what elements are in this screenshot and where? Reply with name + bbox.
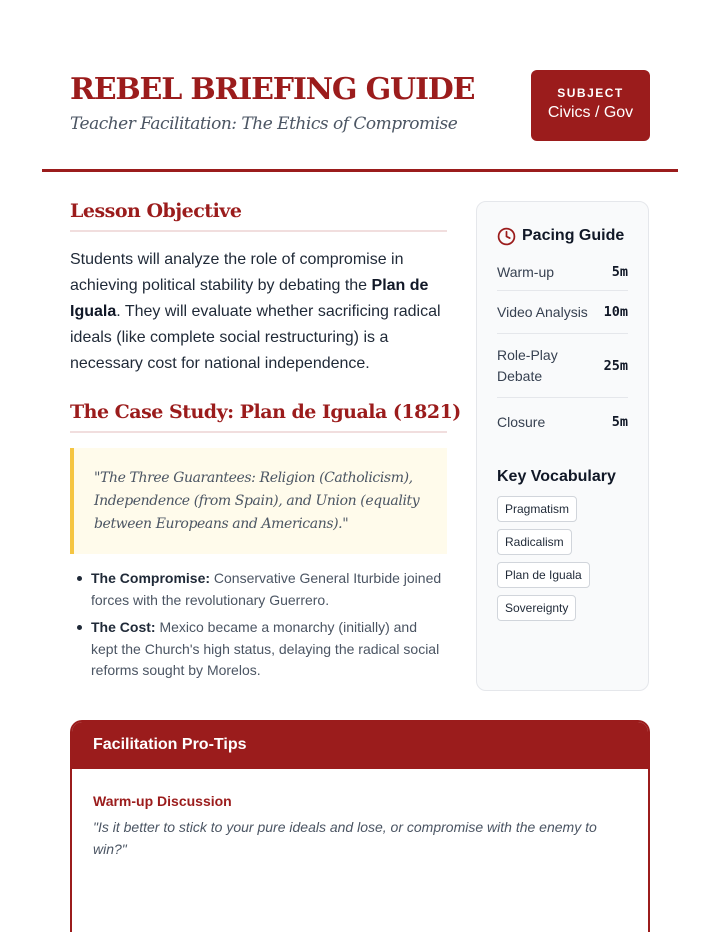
vocabulary-item <box>497 562 628 595</box>
pacing-row-label: Video Analysis <box>497 303 588 320</box>
vocabulary-tag: Plan de Iguala <box>497 562 590 588</box>
list-item <box>91 617 447 682</box>
vocabulary-tag: Radicalism <box>497 529 572 555</box>
objective-text-bold: Plan de Iguala <box>70 277 429 320</box>
pacing-row-time: 5m <box>611 264 628 280</box>
vocabulary-title: Key Vocabulary <box>497 468 616 485</box>
pacing-row-time: 25m <box>603 357 628 374</box>
vocabulary-item <box>497 595 628 628</box>
pro-tips-body <box>72 769 648 860</box>
pacing-row <box>497 334 628 398</box>
point-label: The Cost: <box>91 619 156 635</box>
pacing-row <box>497 398 628 446</box>
tip-text: "Is it better to stick to your pure ideals and lose, or compromise with the enemy to win?" <box>93 819 597 857</box>
vocabulary-tag: Pragmatism <box>497 496 577 522</box>
pacing-row-time: 10m <box>603 304 628 320</box>
page-header <box>70 70 650 150</box>
clock-icon <box>497 227 516 246</box>
page-title: REBEL BRIEFING GUIDE <box>70 72 475 107</box>
subject-badge <box>531 70 650 141</box>
case-study-heading: The Case Study: Plan de Iguala (1821) <box>70 401 447 433</box>
tip-title: Warm-up Discussion <box>93 793 232 809</box>
point-label: The Compromise: <box>91 570 211 586</box>
objective-heading: Lesson Objective <box>70 200 447 232</box>
pro-tips-panel <box>70 720 650 932</box>
objective-text <box>70 247 447 377</box>
pacing-row-label: Role-Play Debate <box>497 346 558 384</box>
subject-label: SUBJECT <box>557 86 624 100</box>
pacing-title <box>497 224 628 248</box>
point-text: Mexico became a monarchy (initially) and kept the Church's high status, delaying the radical social reforms sought by Morelos. <box>91 619 440 678</box>
pacing-row-time: 5m <box>611 414 628 430</box>
page-subtitle: Teacher Facilitation: The Ethics of Compromise <box>70 114 458 134</box>
vocabulary-item <box>497 529 628 562</box>
list-item <box>91 568 447 611</box>
pacing-row <box>497 254 628 291</box>
pro-tips-heading: Facilitation Pro-Tips <box>72 722 648 769</box>
sidebar <box>476 201 649 691</box>
main-column <box>70 200 461 688</box>
pacing-list <box>497 254 628 446</box>
pacing-row <box>497 291 628 334</box>
header-divider <box>42 169 678 172</box>
case-study-quote: "The Three Guarantees: Religion (Catholicism), Independence (from Spain), and Union (equality between Europeans and Americans)." <box>70 448 447 554</box>
vocabulary-tag: Sovereignty <box>497 595 576 621</box>
objective-text-after: . They will evaluate whether sacrificing radical ideals (like complete social restructuring) is a necessary cost for national independence. <box>70 303 441 372</box>
vocabulary-item <box>497 496 628 529</box>
pacing-row-label: Closure <box>497 413 546 430</box>
subject-value: Civics / Gov <box>547 104 634 121</box>
case-study-points <box>70 568 447 682</box>
point-text: Conservative General Iturbide joined forces with the revolutionary Guerrero. <box>91 570 442 608</box>
pacing-row-label: Warm-up <box>497 263 555 280</box>
vocabulary-list <box>497 496 628 628</box>
pacing-title-text: Pacing Guide <box>522 227 625 244</box>
objective-text-before: Students will analyze the role of compromise in achieving political stability by debating the <box>70 251 404 294</box>
